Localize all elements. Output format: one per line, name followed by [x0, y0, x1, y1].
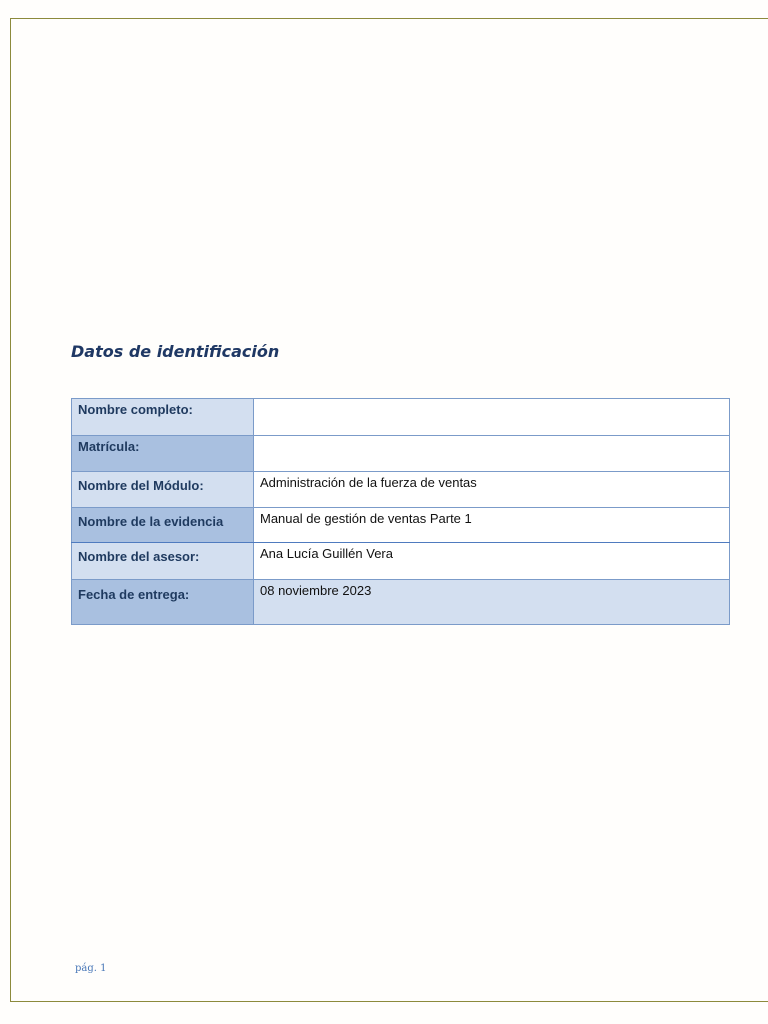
- table-row: [72, 399, 730, 436]
- row-value-module: Administración de la fuerza de ventas: [254, 472, 730, 508]
- row-value-full-name: [254, 399, 730, 436]
- table-row: [72, 543, 730, 580]
- table-row: [72, 436, 730, 472]
- row-label-advisor: Nombre del asesor:: [72, 543, 254, 580]
- section-heading: Datos de identificación: [71, 342, 280, 361]
- row-label-module: Nombre del Módulo:: [72, 472, 254, 508]
- row-value-enrollment: [254, 436, 730, 472]
- identification-table: [71, 398, 730, 625]
- table-row: [72, 472, 730, 508]
- row-value-evidence: Manual de gestión de ventas Parte 1: [254, 508, 730, 543]
- page-number: pág. 1: [75, 963, 107, 974]
- row-label-enrollment: Matrícula:: [72, 436, 254, 472]
- row-value-due-date: 08 noviembre 2023: [254, 580, 730, 625]
- row-value-advisor: Ana Lucía Guillén Vera: [254, 543, 730, 580]
- row-label-due-date: Fecha de entrega:: [72, 580, 254, 625]
- row-label-full-name: Nombre completo:: [72, 399, 254, 436]
- table-row: [72, 580, 730, 625]
- row-label-evidence: Nombre de la evidencia: [72, 508, 254, 543]
- table-row: [72, 508, 730, 543]
